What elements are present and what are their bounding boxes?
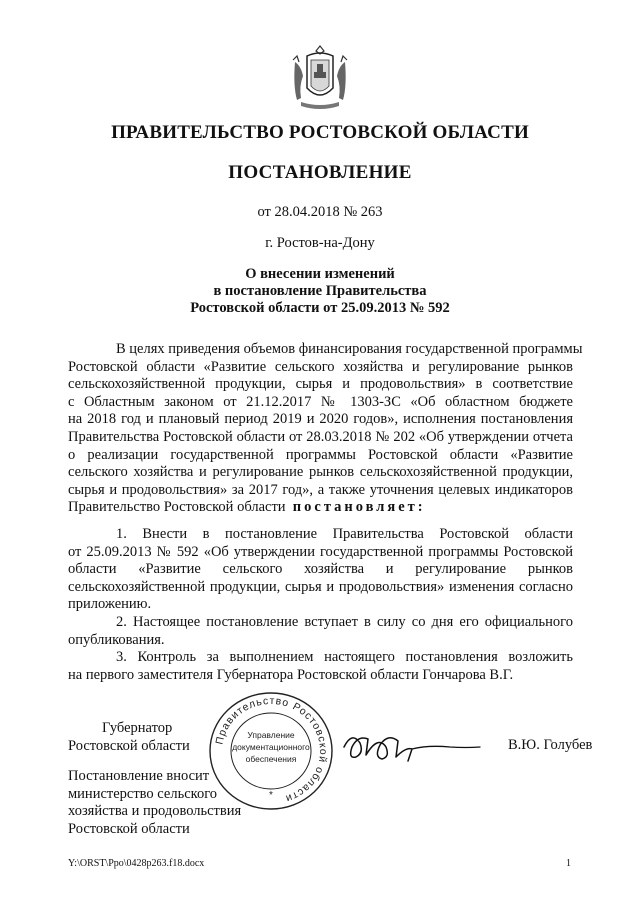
footer-page-number: 1 (566, 858, 571, 869)
preamble-line: Правительства Ростовской области от 28.03.2018 № 202 «Об утверждении отчета (68, 428, 573, 445)
document-subject (0, 266, 640, 317)
stamp-ring-text: Правительство Ростовской области (213, 694, 330, 805)
item-line: 3. Контроль за выполнением настоящего постановления возложить (116, 649, 573, 666)
preamble-line: о реализации государственной программы Ростовской области «Развитие (68, 446, 573, 463)
resolution-items (68, 526, 573, 684)
stamp-star: * (269, 790, 273, 801)
government-title: ПРАВИТЕЛЬСТВО РОСТОВСКОЙ ОБЛАСТИ (111, 122, 529, 143)
item-line: опубликования. (68, 631, 165, 648)
prepared-by (68, 768, 241, 838)
preamble-line: сельскохозяйственной продукции, сырья и продовольствия» в соответствие (68, 376, 573, 393)
signatory-title-line: Ростовской области (68, 738, 190, 754)
preamble-line: Правительство Ростовской области (68, 499, 286, 516)
preamble-line: Ростовской области «Развитие сельского хозяйства и регулирование рынков (68, 358, 573, 375)
stamp-line: обеспечения (245, 754, 297, 764)
prepared-by-line: Постановление вносит (68, 768, 210, 784)
subject-line: О внесении изменений (245, 266, 395, 282)
document-city: г. Ростов-на-Дону (265, 235, 375, 251)
footer-file-path: Y:\ORST\Ppo\0428p263.f18.docx (68, 858, 205, 869)
item-line: 1. Внести в постановление Правительства Ростовской области (116, 526, 573, 542)
document-date-number: от 28.04.2018 № 263 (257, 204, 383, 220)
subject-line: в постановление Правительства (213, 283, 427, 299)
signatory-name: В.Ю. Голубев (508, 737, 593, 753)
subject-line: Ростовской области от 25.09.2013 № 592 (190, 300, 450, 316)
prepared-by-line: хозяйства и продовольствия (68, 803, 242, 819)
item-line: области «Развитие сельского хозяйства и регулирование рынков (68, 561, 573, 578)
stamp-line: Управление (247, 730, 295, 740)
stamp-line: документационного (232, 742, 310, 752)
preamble-final-line (68, 499, 573, 517)
handwritten-signature (338, 717, 488, 773)
preamble (68, 341, 583, 517)
prepared-by-line: Ростовской области (68, 820, 190, 837)
preamble-line: на 2018 год и плановый период 2019 и 2020 годов», исполнения постановления (68, 411, 573, 428)
item-line: приложению. (68, 596, 152, 613)
preamble-line: с Областным законом от 21.12.2017 № 1303-ЗС «Об областном бюджете (68, 393, 573, 410)
coat-of-arms-icon (289, 42, 351, 112)
signatory-title (68, 719, 190, 755)
preamble-line: сырья и продовольствия» за 2017 год», а также уточнения целевых индикаторов (68, 481, 573, 498)
item-line: 2. Настоящее постановление вступает в силу со дня его официального (116, 613, 573, 630)
item-line: от 25.09.2013 № 592 «Об утверждении государственной программы Ростовской (68, 543, 573, 560)
item-line: на первого заместителя Губернатора Ростовской области Гончарова В.Г. (68, 666, 514, 683)
preamble-line: В целях приведения объемов финансирования государственной программы (116, 341, 583, 357)
preamble-line: сельского хозяйства и регулирование рынков сельскохозяйственной продукции, (68, 464, 573, 481)
item-line: сельскохозяйственной продукции, сырья и продовольствия» изменения согласно (68, 578, 573, 595)
signatory-title-line: Губернатор (102, 720, 173, 736)
document-type: ПОСТАНОВЛЕНИЕ (228, 162, 412, 183)
prepared-by-line: министерство сельского (68, 785, 218, 802)
decree-word: постановляет: (292, 499, 426, 516)
